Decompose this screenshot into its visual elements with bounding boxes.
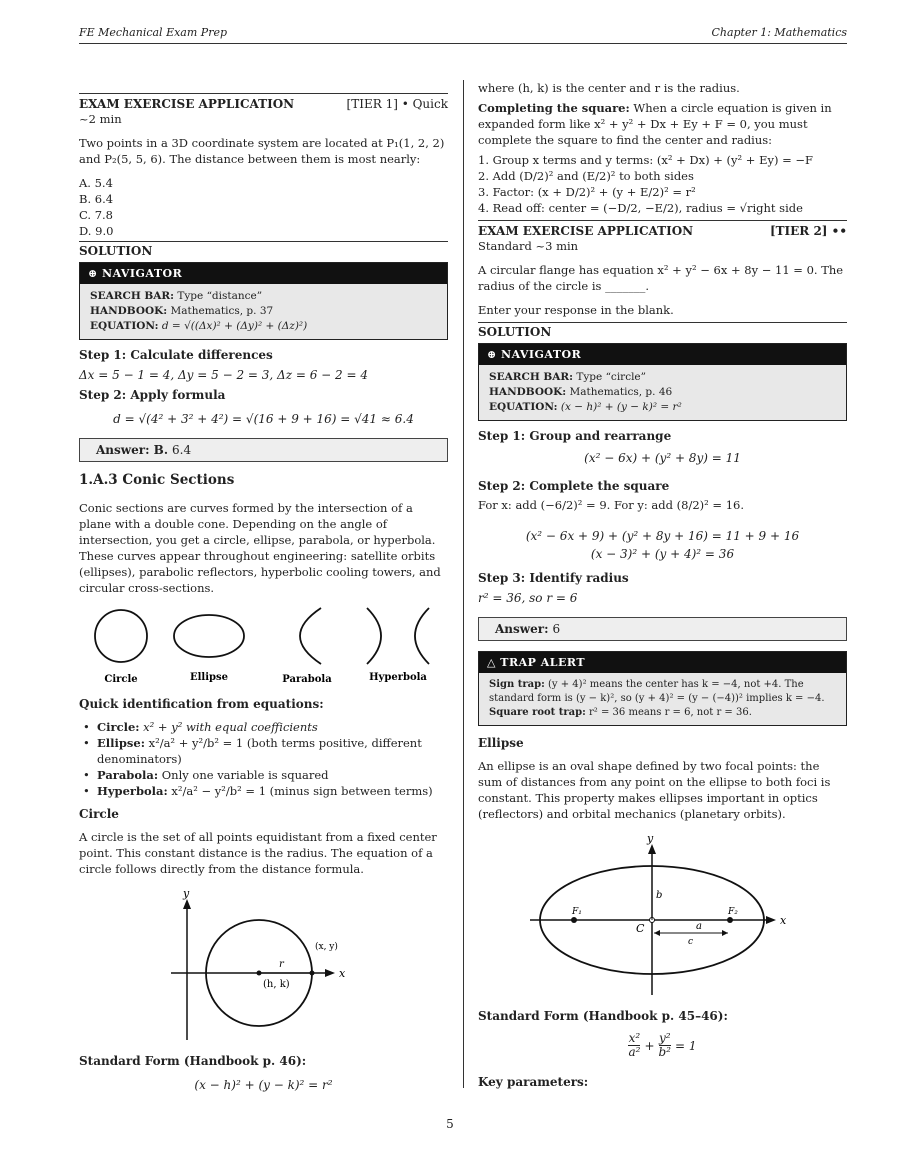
right-column xyxy=(478,80,847,1097)
exercise-2-question: A circular flange has equation x² + y² − 6x + 8y − 11 = 0. The radius of the circle is _______. xyxy=(478,263,844,293)
std-form-equation: (x − h)² + (y − k)² = r² xyxy=(194,1078,333,1092)
cts-steps xyxy=(478,152,847,216)
eq-den-2: b² xyxy=(658,1045,671,1059)
quick-id-list xyxy=(79,719,448,799)
sqrt-trap-label: Square root trap: xyxy=(489,707,586,718)
ellipse-shape xyxy=(174,615,244,657)
std-form-heading: Standard Form (Handbook p. 46): xyxy=(79,1054,307,1068)
ex2-step-1: Step 1: Group and rearrange xyxy=(478,429,672,443)
ex2-step-1-math: (x² − 6x) + (y² + 8y) = 11 xyxy=(584,451,741,465)
c-arrow-right-icon xyxy=(722,930,728,936)
c-label: c xyxy=(688,937,694,947)
header-right: Chapter 1: Mathematics xyxy=(711,26,847,39)
edge-point xyxy=(310,971,315,976)
list-item: 1. Group x terms and y terms: (x² + Dx) + (y² + Ey) = −F xyxy=(478,153,814,167)
ex1-step-2-math: d = √(4² + 3² + 4²) = √(16 + 9 + 16) = √41 ≈ 6.4 xyxy=(113,412,414,426)
ex2-answer-box xyxy=(478,617,847,641)
f2-label: F₂ xyxy=(728,907,738,917)
label-circle: Circle xyxy=(104,674,138,685)
handbook-label: HANDBOOK: xyxy=(489,386,567,398)
hyperbola-left-branch xyxy=(367,608,381,664)
f1-label: F₁ xyxy=(572,907,582,917)
where-text: where (h, k) is the center and r is the radius. xyxy=(478,81,740,95)
eq-den-1: a² xyxy=(628,1045,641,1059)
ellipse-diagram xyxy=(478,830,847,1000)
exercise-1-options xyxy=(79,175,448,239)
option-d[interactable]: D. 9.0 xyxy=(79,224,114,238)
exercise-2-time: Standard ~3 min xyxy=(478,239,579,253)
circle-heading: Circle xyxy=(79,807,119,821)
equation-label: EQUATION: xyxy=(90,320,159,332)
left-column xyxy=(79,80,448,1094)
quick-id-heading: Quick identification from equations: xyxy=(79,697,324,711)
y-arrow-icon xyxy=(183,899,191,909)
sqrt-trap-text: r² = 36 means r = 6, not r = 36. xyxy=(589,707,752,718)
sign-trap-label: Sign trap: xyxy=(489,679,545,690)
navigator-box xyxy=(79,262,448,340)
label-parabola: Parabola xyxy=(282,674,332,685)
point-label: (x, y) xyxy=(315,942,338,952)
cts-text: When a circle equation is given in expanded form like x² + y² + Dx + Ey + F = 0, you must complete the square to find the center and radius: xyxy=(478,101,832,147)
ex2-step-2-text: For x: add (−6/2)² = 9. For y: add (8/2)² = 16. xyxy=(478,498,744,512)
ellipse-text: An ellipse is an oval shape defined by two focal points: the sum of distances from any point on the ellipse to both foci is constant. This property makes ellipses important in optics (reflectors) and orbital mechanics (planetary orbits). xyxy=(478,759,831,821)
equation-value: d = √((Δx)² + (Δy)² + (Δz)²) xyxy=(161,320,308,332)
search-value: Type “distance” xyxy=(177,290,263,302)
navigator-box xyxy=(478,343,847,421)
ex1-answer-value: 6.4 xyxy=(172,443,192,457)
focus-1-point xyxy=(571,917,577,923)
option-b[interactable]: B. 6.4 xyxy=(79,192,114,206)
center-label: (h, k) xyxy=(263,979,290,990)
center-point xyxy=(257,971,262,976)
circle-shape xyxy=(95,610,147,662)
equation-label: EQUATION: xyxy=(489,401,558,413)
list-item: 4. Read off: center = (−D/2, −E/2), radius = √right side xyxy=(478,201,803,215)
sign-trap-text: (y + 4)² means the center has k = −4, not +4. The standard form is (y − k)², so (y + 4)² = (y − (−4))² implies k = −4. xyxy=(489,679,825,704)
ex1-step-1-math: Δx = 5 − 1 = 4, Δy = 5 − 2 = 3, Δz = 6 − 2 = 4 xyxy=(79,368,368,382)
ex2-step-2-math-2: (x − 3)² + (y + 4)² = 36 xyxy=(590,547,735,561)
page-number: 5 xyxy=(446,1117,454,1131)
equation-value: (x − h)² + (y − k)² = r² xyxy=(560,401,682,413)
ex1-step-1: Step 1: Calculate differences xyxy=(79,348,273,362)
exercise-1-tier: [TIER 1] • Quick xyxy=(346,97,448,111)
handbook-label: HANDBOOK: xyxy=(90,305,168,317)
exercise-2-prompt: Enter your response in the blank. xyxy=(478,303,674,317)
list-item: 2. Add (D/2)² and (E/2)² to both sides xyxy=(478,169,694,183)
handbook-value: Mathematics, p. 37 xyxy=(170,305,274,317)
ex2-step-3-math: r² = 36, so r = 6 xyxy=(478,591,578,605)
exercise-1-header xyxy=(79,93,448,111)
ellipse-heading: Ellipse xyxy=(478,736,524,750)
list-item: • Hyperbola: x²/a² − y²/b² = 1 (minus sign between terms) xyxy=(79,783,448,799)
y-label: y xyxy=(183,887,190,900)
key-params-heading: Key parameters: xyxy=(478,1075,589,1089)
circle-diagram xyxy=(79,885,448,1045)
handbook-value: Mathematics, p. 46 xyxy=(569,386,673,398)
solution-label: SOLUTION xyxy=(478,322,847,339)
ex2-answer-label: Answer: xyxy=(495,622,549,636)
eq-num-2: y² xyxy=(658,1031,671,1045)
cts-label: Completing the square: xyxy=(478,101,630,115)
label-hyperbola: Hyperbola xyxy=(369,672,427,683)
ex1-answer-label: Answer: B. xyxy=(96,443,169,457)
exercise-1-time: ~2 min xyxy=(79,112,122,126)
trap-alert-title: △ TRAP ALERT xyxy=(479,652,846,673)
page-header xyxy=(79,26,847,44)
c-arrow-left-icon xyxy=(654,930,660,936)
x-arrow-icon xyxy=(325,969,335,977)
header-left: FE Mechanical Exam Prep xyxy=(79,26,228,39)
y-label: y xyxy=(647,832,654,845)
column-divider xyxy=(463,80,464,1088)
list-item: • Ellipse: x²/a² + y²/b² = 1 (both terms positive, different denominators) xyxy=(79,735,448,767)
ex1-step-2: Step 2: Apply formula xyxy=(79,388,226,402)
solution-label: SOLUTION xyxy=(79,241,448,258)
ellipse-std-equation: $\frac{\text{x²}}{\text{a²}}$ + $\frac{\text{y²}}{\text{b²}}$ = 1 xyxy=(628,1031,697,1059)
y-arrow-icon xyxy=(648,844,656,854)
label-ellipse: Ellipse xyxy=(189,672,229,683)
ex2-step-2: Step 2: Complete the square xyxy=(478,479,670,493)
search-label: SEARCH BAR: xyxy=(90,290,175,302)
ex2-step-2-math-1: (x² − 6x + 9) + (y² + 8y + 16) = 11 + 9 + 16 xyxy=(525,529,800,543)
x-arrow-icon xyxy=(766,916,776,924)
hyperbola-right-branch xyxy=(415,608,429,664)
b-label: b xyxy=(656,890,663,901)
navigator-title: ⊕ NAVIGATOR xyxy=(80,263,447,284)
exercise-2-title: EXAM EXERCISE APPLICATION xyxy=(478,224,694,238)
focus-2-point xyxy=(727,917,733,923)
search-label: SEARCH BAR: xyxy=(489,371,574,383)
exercise-1-question: Two points in a 3D coordinate system are located at P₁(1, 2, 2) and P₂(5, 5, 6). The distance between them is most nearly: xyxy=(79,136,445,166)
list-item: • Circle: x² + y² with equal coefficients xyxy=(79,719,448,735)
ellipse-std-form-heading: Standard Form (Handbook p. 45–46): xyxy=(478,1009,728,1023)
a-label: a xyxy=(696,921,702,932)
list-item: • Parabola: Only one variable is squared xyxy=(79,767,448,783)
search-value: Type “circle” xyxy=(576,371,647,383)
c-center-label: C xyxy=(636,922,645,935)
eq-num-1: x² xyxy=(628,1031,641,1045)
conic-heading: 1.A.3 Conic Sections xyxy=(79,472,235,488)
ex2-step-3: Step 3: Identify radius xyxy=(478,571,629,585)
navigator-title: ⊕ NAVIGATOR xyxy=(479,344,846,365)
r-label: r xyxy=(279,959,284,970)
parabola-shape xyxy=(300,608,321,664)
x-label: x xyxy=(339,967,346,980)
eq-tail: = 1 xyxy=(675,1038,697,1053)
option-a[interactable]: A. 5.4 xyxy=(79,176,113,190)
circle-text: A circle is the set of all points equidistant from a fixed center point. This constant distance is the radius. The equation of a circle follows directly from the distance formula. xyxy=(79,830,437,876)
exercise-2-header xyxy=(478,220,847,238)
conic-intro: Conic sections are curves formed by the intersection of a plane with a double cone. Depending on the angle of intersection, you get a circle, ellipse, parabola, or hyperbola. These curves appear throughout engineering: satellite orbits (ellipses), parabolic reflectors, hyperbolic cooling towers, and circular cross-sections. xyxy=(79,501,441,595)
trap-alert-box xyxy=(478,651,847,726)
conic-shapes-figure xyxy=(79,604,448,688)
ex2-answer-value: 6 xyxy=(552,622,561,636)
option-c[interactable]: C. 7.8 xyxy=(79,208,113,222)
x-label: x xyxy=(780,914,787,927)
ex1-answer-box xyxy=(79,438,448,462)
exercise-1-title: EXAM EXERCISE APPLICATION xyxy=(79,97,295,111)
exercise-2-tier: [TIER 2] •• xyxy=(769,224,847,238)
list-item: 3. Factor: (x + D/2)² + (y + E/2)² = r² xyxy=(478,185,696,199)
